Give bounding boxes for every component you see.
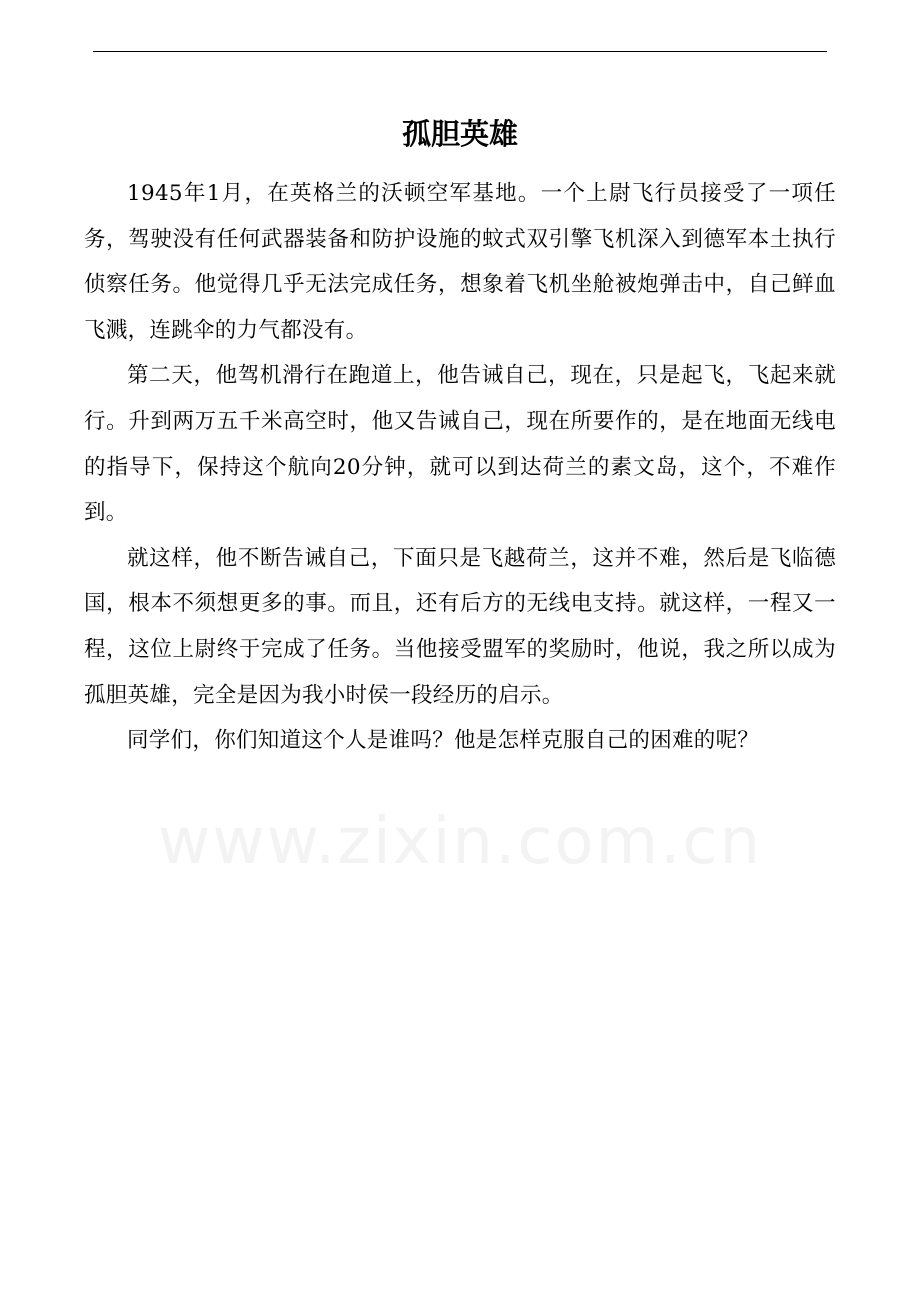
paragraph-3: 就这样，他不断告诫自己，下面只是飞越荷兰，这并不难，然后是飞临德国，根本不须想更多的事。而且，还有后方的无线电支持。就这样，一程又一程，这位上尉终于完成了任务。当他接受盟军的奖励时，他说，我之所以成为孤胆英雄，完全是因为我小时侯一段经历的启示。 <box>84 545 836 708</box>
article-body <box>84 171 836 764</box>
watermark: www.zixin.com.cn <box>157 805 763 879</box>
header-rule <box>93 51 827 52</box>
page-title: 孤胆英雄 <box>401 117 518 151</box>
paragraph-2: 第二天，他驾机滑行在跑道上，他告诫自己，现在，只是起飞，飞起来就行。升到两万五千米高空时，他又告诫自己，现在所要作的，是在地面无线电的指导下，保持这个航向20分钟，就可以到达荷兰的素文岛，这个，不难作到。 <box>84 363 836 526</box>
paragraph-4: 同学们，你们知道这个人是谁吗？他是怎样克服自己的困难的呢？ <box>127 728 760 754</box>
paragraph-1: 1945年1月，在英格兰的沃顿空军基地。一个上尉飞行员接受了一项任务，驾驶没有任何武器装备和防护设施的蚊式双引擎飞机深入到德军本土执行侦察任务。他觉得几乎无法完成任务，想象着飞机坐舱被炮弹击中，自己鲜血飞溅，连跳伞的力气都没有。 <box>84 181 836 343</box>
